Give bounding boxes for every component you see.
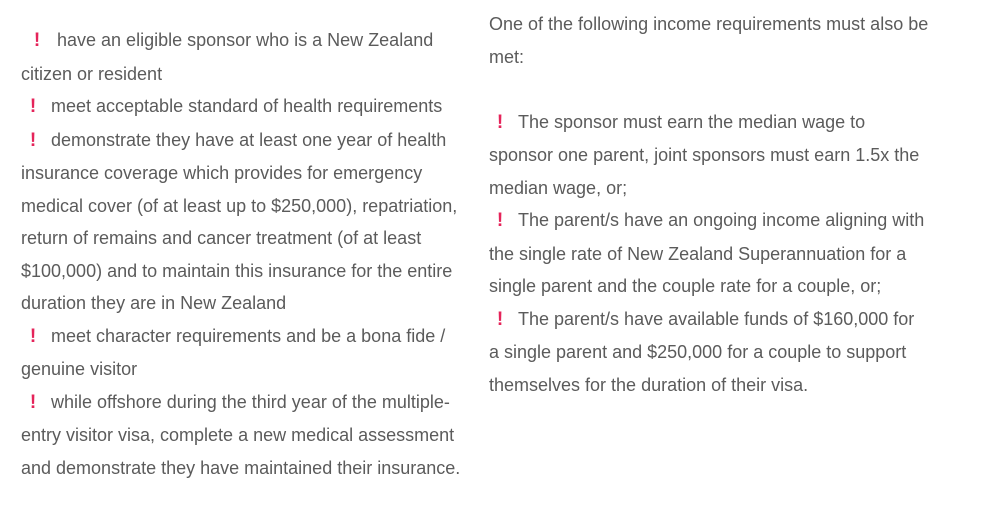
list-item-text: meet character requirements and be a bona fide / genuine visitor (21, 325, 446, 379)
list-item-text: The parent/s have an ongoing income aligning with the single rate of New Zealand Superannuation for a single parent and the couple rate for a couple, or; (489, 210, 925, 296)
spacer (489, 73, 929, 106)
list-item-text: have an eligible sponsor who is a New Zealand citizen or resident (21, 30, 434, 84)
list-item (21, 90, 467, 124)
list-item (489, 204, 929, 303)
list-item (21, 386, 467, 485)
exclamation-icon: ! (33, 30, 41, 51)
list-item-text: The sponsor must earn the median wage to sponsor one parent, joint sponsors must earn 1.5x the median wage, or; (489, 111, 920, 198)
list-item-text: while offshore during the third year of the multiple-entry visitor visa, complete a new medical assessment and demonstrate they have maintained their insurance. (21, 391, 461, 478)
exclamation-icon: ! (496, 111, 504, 133)
exclamation-icon: ! (29, 325, 37, 347)
exclamation-icon: ! (29, 391, 37, 413)
list-item-text: demonstrate they have at least one year of health insurance coverage which provides for emergency medical cover (of at least up to $250,000), repatriation, return of remains and cancer treatment (of at least $100,000) and to maintain this insurance for the entire duration they are in New Zealand (21, 129, 458, 313)
list-item (21, 24, 467, 90)
income-intro-text: One of the following income requirements must also be met: (489, 14, 929, 67)
list-item (21, 124, 467, 320)
left-requirements-list (21, 24, 467, 484)
exclamation-icon: ! (496, 308, 504, 330)
exclamation-icon: ! (29, 129, 37, 151)
list-item-text: meet acceptable standard of health requirements (51, 96, 443, 116)
list-item (489, 106, 929, 205)
list-item-text: The parent/s have available funds of $160,000 for a single parent and $250,000 for a couple to support themselves for the duration of their visa. (489, 308, 915, 395)
right-income-requirements (489, 8, 929, 401)
list-item (489, 303, 929, 402)
list-item (21, 320, 467, 386)
exclamation-icon: ! (29, 96, 37, 117)
exclamation-icon: ! (496, 210, 504, 231)
